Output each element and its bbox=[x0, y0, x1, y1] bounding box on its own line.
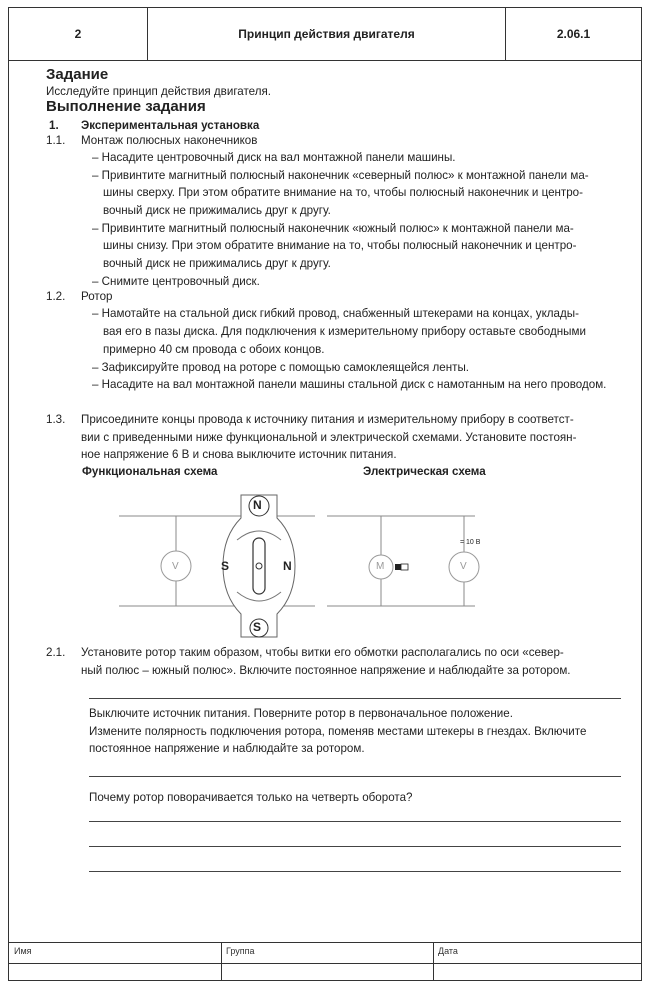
s13-line-2: вии с приведенными ниже функциональной и электрической схемами. Установите постоян- bbox=[81, 431, 577, 444]
footer-divider-1 bbox=[221, 943, 222, 981]
footer-divider-2 bbox=[433, 943, 434, 981]
s13-line-3: ное напряжение 6 В и снова выключите источник питания. bbox=[81, 448, 397, 461]
section-1-title: Экспериментальная установка bbox=[81, 119, 260, 132]
task-text: Исследуйте принцип действия двигателя. bbox=[46, 85, 271, 98]
motor-brush bbox=[395, 564, 401, 570]
s11-line-8: – Снимите центровочный диск. bbox=[92, 275, 260, 288]
header-number: 2 bbox=[9, 8, 148, 60]
rotor-coil bbox=[253, 538, 265, 594]
pole-label-n-right: N bbox=[283, 559, 292, 573]
functional-diagram-title: Функциональная схема bbox=[82, 465, 218, 478]
section-1-1-title: Монтаж полюсных наконечников bbox=[81, 134, 258, 147]
answer-line-2[interactable] bbox=[89, 776, 621, 777]
header-table bbox=[9, 8, 641, 61]
electrical-diagram-title: Электрическая схема bbox=[363, 465, 486, 478]
s11-line-7: вочный диск не прижимались друг к другу. bbox=[103, 257, 331, 270]
footer-date-label: Дата bbox=[438, 946, 458, 956]
section-1-1-number: 1.1. bbox=[46, 134, 66, 147]
answer-line-5[interactable] bbox=[89, 871, 621, 872]
s21-line-1: Установите ротор таким образом, чтобы витки его обмотки располагались по оси «север- bbox=[81, 646, 564, 659]
s11-line-2: – Привинтите магнитный полюсный наконечник «северный полюс» к монтажной панели ма- bbox=[92, 169, 589, 182]
footer-table bbox=[9, 942, 641, 981]
s21-para2-line-3: постоянное напряжение и наблюдайте за ротором. bbox=[89, 742, 365, 755]
footer-name-label: Имя bbox=[14, 946, 32, 956]
s21-line-2: ный полюс – южный полюс». Включите постоянное напряжение и наблюдайте за ротором. bbox=[81, 664, 571, 677]
s12-line-4: – Зафиксируйте провод на роторе с помощью самоклеящейся ленты. bbox=[92, 361, 470, 374]
s12-line-1: – Намотайте на стальной диск гибкий провод, снабженный штекерами на концах, уклады- bbox=[92, 307, 579, 320]
pole-label-s-left: S bbox=[221, 559, 230, 573]
s21-para2-line-1: Выключите источник питания. Поверните ротор в первоначальное положение. bbox=[89, 707, 513, 720]
functional-voltmeter-label: V bbox=[172, 561, 179, 572]
footer-group-label: Группа bbox=[226, 946, 255, 956]
task-heading: Задание bbox=[46, 66, 109, 83]
section-1-3-number: 1.3. bbox=[46, 413, 66, 426]
header-code: 2.06.1 bbox=[556, 27, 591, 41]
answer-line-3[interactable] bbox=[89, 821, 621, 822]
header-title: Принцип действия двигателя bbox=[148, 8, 506, 60]
pole-label-n-top: N bbox=[253, 498, 262, 512]
s11-line-6: шины снизу. При этом обратите внимание на то, чтобы полюсный наконечник и центро- bbox=[103, 239, 577, 252]
section-1-2-number: 1.2. bbox=[46, 290, 66, 303]
s13-line-1: Присоедините концы провода к источнику питания и измерительному прибору в соответст- bbox=[81, 413, 574, 426]
s12-line-2: вая его в пазы диска. Для подключения к измерительному прибору оставьте свободными bbox=[103, 325, 586, 338]
s11-line-1: – Насадите центровочный диск на вал монтажной панели машины. bbox=[92, 151, 456, 164]
motor-label: M bbox=[376, 561, 385, 572]
s11-line-4: вочный диск не прижимались друг к другу. bbox=[103, 204, 331, 217]
s21-para2-line-2: Измените полярность подключения ротора, поменяв местами штекеры в гнездах. Включите bbox=[89, 725, 587, 738]
s12-line-5: – Насадите на вал монтажной панели машины стальной диск с намотанным на него проводом. bbox=[92, 378, 607, 391]
s11-line-3: шины сверху. При этом обратите внимание на то, чтобы полюсный наконечник и центро- bbox=[103, 186, 583, 199]
section-1-number: 1. bbox=[49, 119, 59, 132]
footer-label-row bbox=[9, 943, 641, 964]
circuit-diagrams bbox=[9, 478, 641, 638]
s11-line-5: – Привинтите магнитный полюсный наконечник «южный полюс» к монтажной панели ма- bbox=[92, 222, 574, 235]
voltage-label: = 10 В bbox=[460, 539, 481, 546]
answer-line-1[interactable] bbox=[89, 698, 621, 699]
electrical-voltmeter-label: V bbox=[460, 561, 467, 572]
question-text: Почему ротор поворачивается только на четверть оборота? bbox=[89, 791, 413, 804]
motor-brush-2 bbox=[401, 564, 408, 570]
answer-line-4[interactable] bbox=[89, 846, 621, 847]
section-2-1-number: 2.1. bbox=[46, 646, 66, 659]
s12-line-3: примерно 40 см провода с обоих концов. bbox=[103, 343, 325, 356]
section-1-2-title: Ротор bbox=[81, 290, 113, 303]
worksheet-page bbox=[8, 7, 642, 981]
execution-heading: Выполнение задания bbox=[46, 98, 206, 115]
pole-label-s-bottom: S bbox=[253, 620, 262, 634]
